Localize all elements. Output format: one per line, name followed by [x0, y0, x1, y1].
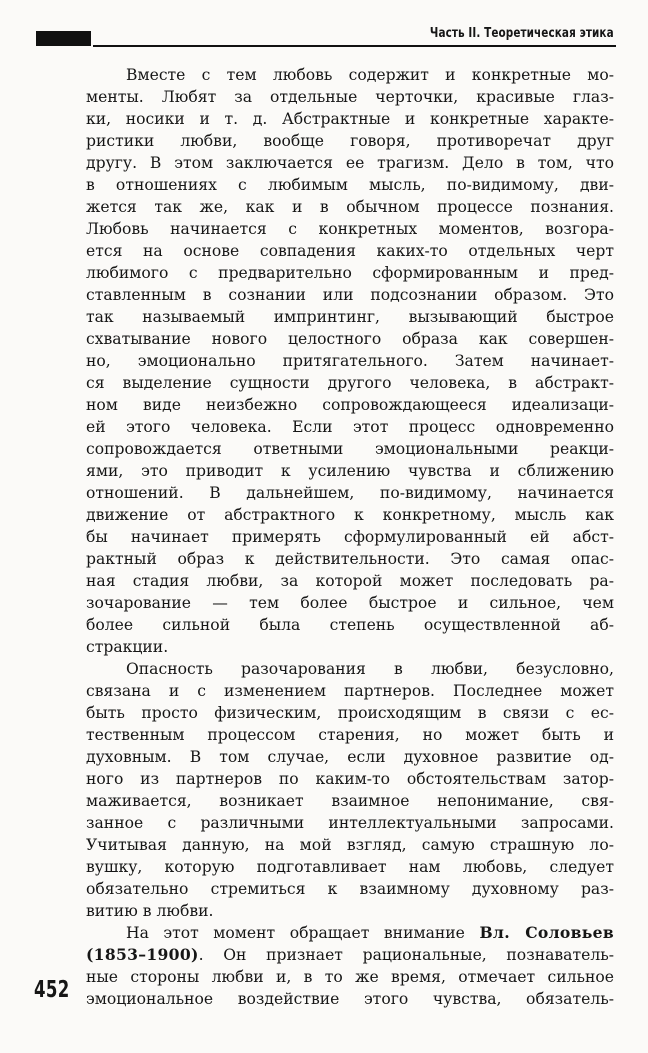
text-line: так называемый импринтинг, вызывающий быстрое — [86, 308, 614, 326]
text-line: Вместе с тем любовь содержит и конкретные мо- — [126, 66, 614, 84]
text-line: сопровождается ответными эмоциональными реакци- — [86, 440, 614, 458]
text-line: зочарование — тем более быстрое и сильное, чем — [86, 594, 614, 612]
text-line: ся выделение сущности другого человека, в абстракт- — [86, 374, 614, 392]
text-line: Учитывая данную, на мой взгляд, самую страшную ло- — [86, 836, 614, 854]
text-line — [86, 922, 614, 944]
paragraph-1 — [86, 64, 614, 658]
text-line: духовным. В том случае, если духовное развитие од- — [86, 748, 614, 766]
text-line: Любовь начинается с конкретных моментов, возгора- — [86, 220, 614, 238]
text-run: . Он признает рациональные, познаватель- — [198, 946, 614, 964]
text-line: менты. Любят за отдельные черточки, красивые глаз- — [86, 88, 614, 106]
text-line: ном виде неизбежно сопровождающееся идеализаци- — [86, 396, 614, 414]
text-line: вушку, которую подготавливает нам любовь, следует — [86, 858, 614, 876]
text-line: ки, носики и т. д. Абстрактные и конкретные характе- — [86, 110, 614, 128]
text-line: любимого с предварительно сформированным и пред- — [86, 264, 614, 282]
text-line: обязательно стремиться к взаимному духовному раз- — [86, 880, 614, 898]
text-line: занное с различными интеллектуальными запросами. — [86, 814, 614, 832]
text-line: ей этого человека. Если этот процесс одновременно — [86, 418, 614, 436]
text-line: тественным процессом старения, но может быть и — [86, 726, 614, 744]
text-line: более сильной была степень осуществленной аб- — [86, 616, 614, 634]
text-line: эмоциональное воздействие этого чувства, обязатель- — [86, 990, 614, 1008]
text-line: ристики любви, вообще говоря, противоречат друг — [86, 132, 614, 150]
text-line: ного из партнеров по каким-то обстоятельствам затор- — [86, 770, 614, 788]
text-line: бы начинает примерять сформулированный ей абст- — [86, 528, 614, 546]
paragraph-3 — [86, 922, 614, 1010]
text-line: жется так же, как и в обычном процессе познания. — [86, 198, 614, 216]
text-line: стракции. — [86, 638, 169, 656]
text-line: ется на основе совпадения каких-то отдельных черт — [86, 242, 614, 260]
text-line: ями, это приводит к усилению чувства и сближению — [86, 462, 614, 480]
text-line — [86, 944, 614, 966]
text-line: ная стадия любви, за которой может последовать ра- — [86, 572, 614, 590]
header-rule — [93, 45, 616, 47]
text-line: рактный образ к действительности. Это самая опас- — [86, 550, 614, 568]
text-line: но, эмоционально притягательного. Затем начинает- — [86, 352, 614, 370]
text-line: Опасность разочарования в любви, безусловно, — [126, 660, 614, 678]
author-name: Вл. Соловьев — [479, 923, 615, 942]
text-line: движение от абстрактного к конкретному, мысль как — [86, 506, 614, 524]
text-line: ставленным в сознании или подсознании образом. Это — [86, 286, 614, 304]
text-line: быть просто физическим, происходящим в связи с ес- — [86, 704, 614, 722]
page-number: 452 — [34, 977, 70, 1003]
text-run: На этот момент обращает внимание — [126, 924, 480, 942]
paragraph-2 — [86, 658, 614, 922]
author-dates: (1853–1900) — [86, 945, 199, 964]
text-line: маживается, возникает взаимное непонимание, свя- — [86, 792, 614, 810]
text-line: витию в любви. — [86, 902, 214, 920]
header-black-bar — [36, 31, 91, 46]
text-line: в отношениях с любимым мысль, по-видимому, дви- — [86, 176, 614, 194]
text-line: связана и с изменением партнеров. Последнее может — [86, 682, 614, 700]
text-line: ные стороны любви и, в то же время, отмечает сильное — [86, 968, 614, 986]
text-line: другу. В этом заключается ее трагизм. Дело в том, что — [86, 154, 614, 172]
text-line: схватывание нового целостного образа как совершен- — [86, 330, 614, 348]
running-head: Часть II. Теоретическая этика — [430, 25, 614, 41]
text-line: отношений. В дальнейшем, по-видимому, начинается — [86, 484, 614, 502]
text-body — [86, 64, 614, 1010]
